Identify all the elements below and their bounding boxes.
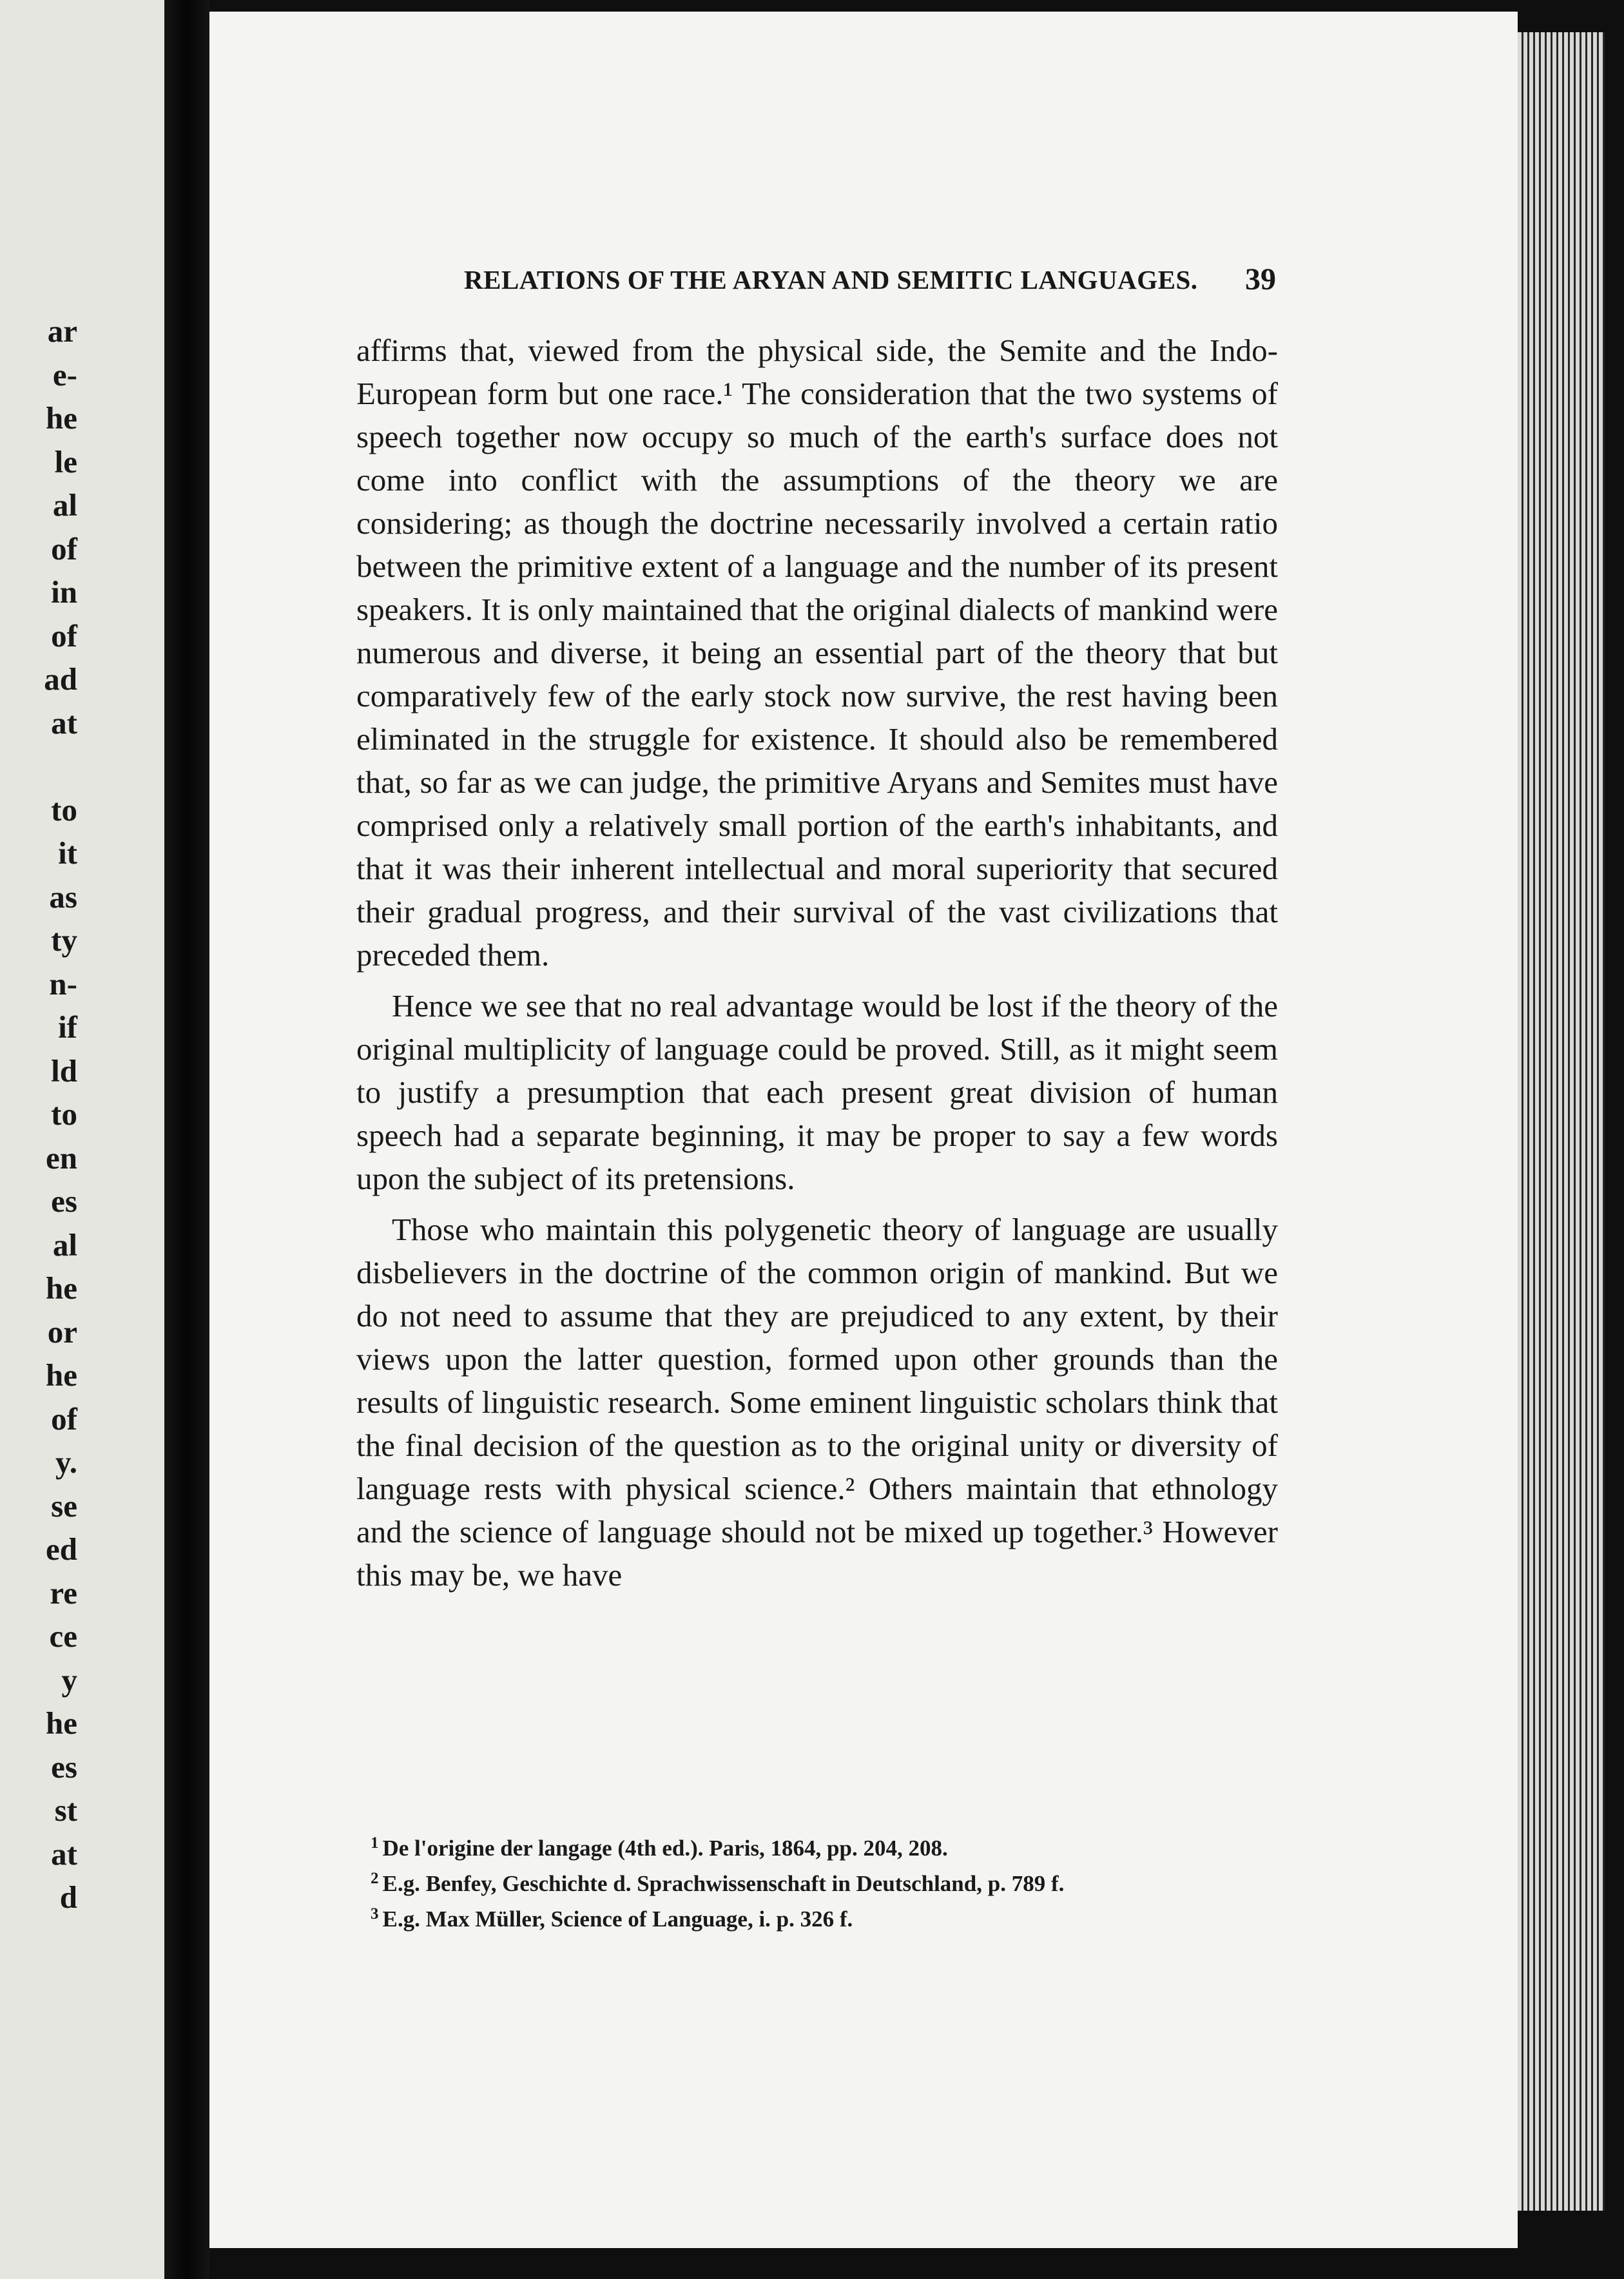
paragraph-3: Those who maintain this polygenetic theory of language are usually disbelievers in the doctrine of the common origin of mankind. But we do not need to assume that they are prejudiced to any extent, by their views upon the latter question, formed upon other grounds than the results of linguistic research. Some eminent linguistic scholars think that the final decision of the question as to the original unity or diversity of language rests with physical science.² Others maintain that ethnology and the science of language should not be mixed up together.³ However this may be, we have xyxy=(356,1212,1278,1593)
previous-page-word: ed xyxy=(46,1531,77,1567)
previous-page-word: to xyxy=(51,1096,77,1132)
body-text xyxy=(356,329,1278,1596)
footnote-mark: 3 xyxy=(371,1905,379,1923)
previous-page-word: le xyxy=(54,443,77,480)
previous-page-word: d xyxy=(59,1879,77,1915)
previous-page-word: as xyxy=(49,878,77,915)
page-number: 39 xyxy=(1245,262,1276,296)
footnote-mark: 1 xyxy=(371,1834,379,1852)
previous-page-word: or xyxy=(47,1314,77,1350)
previous-page-word: he xyxy=(46,1270,77,1306)
footnotes xyxy=(371,1828,1273,1934)
footnote-text: E.g. Benfey, Geschichte d. Sprachwissenschaft in Deutschland, p. 789 f. xyxy=(382,1871,1065,1896)
previous-page-word: he xyxy=(46,1705,77,1741)
previous-page-word: at xyxy=(51,1836,77,1872)
previous-page-word: in xyxy=(51,574,77,610)
previous-page-word: n- xyxy=(49,965,77,1002)
previous-page-word: to xyxy=(51,791,77,828)
previous-page-text xyxy=(0,309,77,1919)
previous-page-word: it xyxy=(58,835,77,871)
previous-page-word: ld xyxy=(51,1052,77,1089)
footnote xyxy=(371,1899,1273,1934)
footnote-text: De l'origine der langage (4th ed.). Paris, 1864, pp. 204, 208. xyxy=(382,1836,948,1861)
previous-page-word: e- xyxy=(52,356,77,393)
previous-page xyxy=(0,0,171,2279)
previous-page-word: if xyxy=(58,1009,77,1045)
footnote xyxy=(371,1828,1273,1863)
previous-page-word: y. xyxy=(55,1444,77,1480)
previous-page-word: he xyxy=(46,400,77,436)
previous-page-word: re xyxy=(50,1575,77,1611)
paragraph-1: affirms that, viewed from the physical side, the Semite and the Indo-European form but one race.¹ The consideration that the two systems of speech together now occupy so much of the earth's surface does not come into conflict with the assumptions of the theory we are considering; as though the doctrine necessarily involved a certain ratio between the primitive extent of a language and the number of its present speakers. It is only maintained that the original dialects of mankind were numerous and diverse, it being an essential part of the theory that but comparatively few of the early stock now survive, the rest having been eliminated in the struggle for existence. It should also be remembered that, so far as we can judge, the primitive Aryans and Semites must have comprised only a relatively small portion of the earth's inhabitants, and that it was their inherent intellectual and moral superiority that secured their gradual progress, and their survival of the vast civilizations that preceded them. xyxy=(356,333,1278,973)
previous-page-word xyxy=(0,744,77,788)
previous-page-word: es xyxy=(51,1749,77,1785)
running-header xyxy=(464,264,1282,309)
previous-page-word: al xyxy=(52,1227,77,1263)
previous-page-word: en xyxy=(46,1140,77,1176)
previous-page-word: of xyxy=(51,1401,77,1437)
previous-page-word: of xyxy=(51,617,77,654)
footnote-text: E.g. Max Müller, Science of Language, i. p. 326 f. xyxy=(382,1906,853,1932)
previous-page-word: se xyxy=(51,1488,77,1524)
previous-page-word: ar xyxy=(47,313,77,349)
running-title: RELATIONS OF THE ARYAN AND SEMITIC LANGUAGES. xyxy=(464,265,1198,295)
previous-page-word: ce xyxy=(49,1618,77,1654)
previous-page-word: es xyxy=(51,1183,77,1219)
previous-page-word: of xyxy=(51,530,77,567)
previous-page-word: at xyxy=(51,704,77,741)
paragraph-2: Hence we see that no real advantage would be lost if the theory of the original multiplicity of language could be proved. Still, as it might seem to justify a presumption that each present great division of human speech had a separate beginning, it may be proper to say a few words upon the subject of its pretensions. xyxy=(356,988,1278,1196)
previous-page-word: st xyxy=(54,1792,77,1828)
previous-page-word: he xyxy=(46,1357,77,1393)
book-spine xyxy=(164,0,209,2279)
footnote xyxy=(371,1863,1273,1899)
previous-page-word: ty xyxy=(51,922,77,958)
footnote-mark: 2 xyxy=(371,1870,379,1887)
page-edges xyxy=(1518,32,1605,2211)
previous-page-word: al xyxy=(52,487,77,523)
previous-page-word: y xyxy=(61,1662,77,1698)
previous-page-word: ad xyxy=(44,661,77,697)
